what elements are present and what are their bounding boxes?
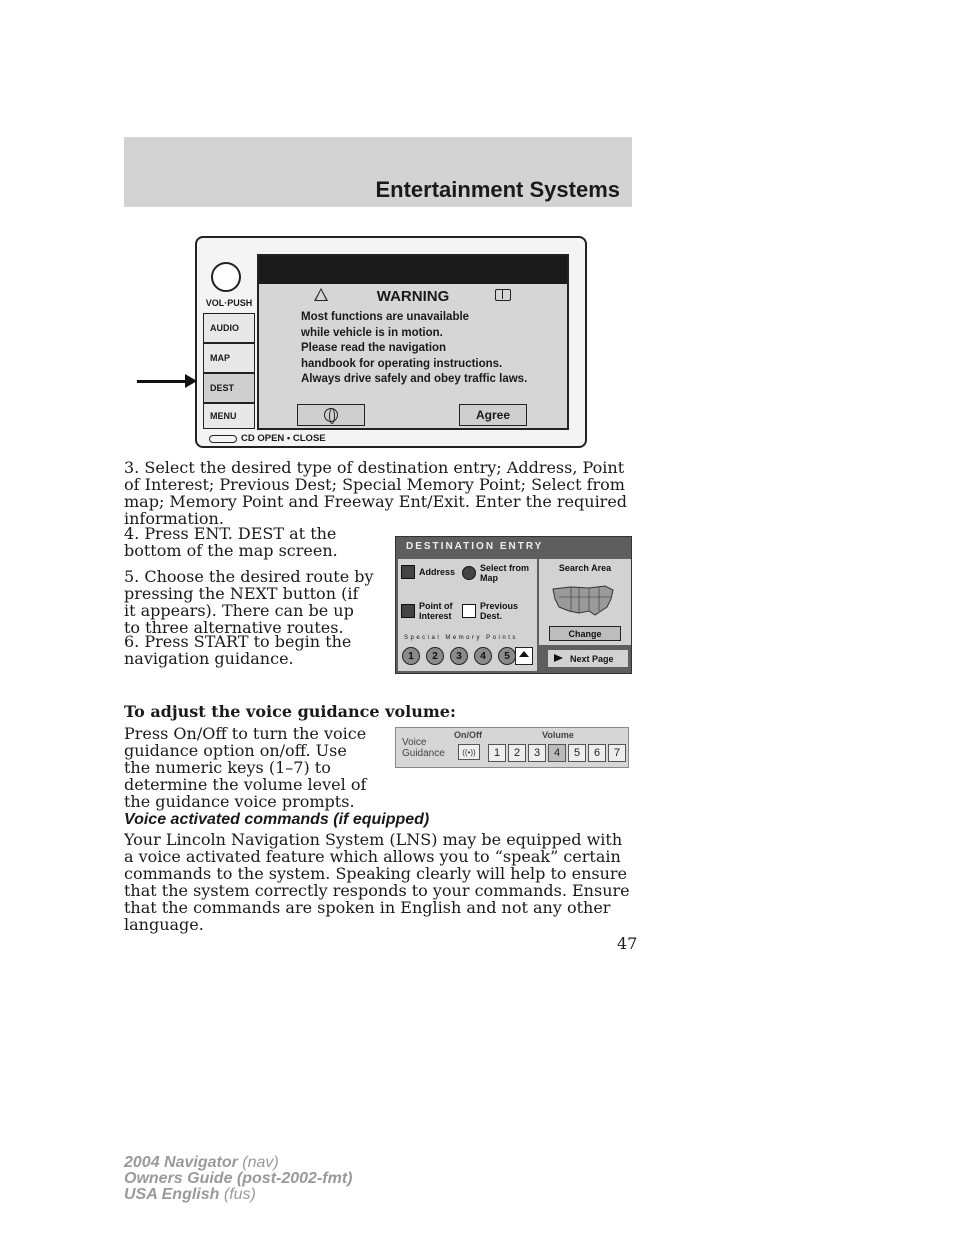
- book-icon: [495, 289, 511, 301]
- label-line: Dest.: [480, 611, 503, 621]
- voice-volume-heading: To adjust the voice guidance volume:: [124, 702, 456, 721]
- change-button[interactable]: Change: [549, 626, 621, 641]
- footer-line-3: [124, 1187, 352, 1203]
- audio-button[interactable]: AUDIO: [203, 313, 255, 343]
- dest-button[interactable]: DEST: [203, 373, 255, 403]
- volume-key-4[interactable]: 4: [548, 744, 566, 762]
- memory-key-4[interactable]: 4: [474, 647, 492, 665]
- search-area-label: Search Area: [558, 563, 612, 573]
- step-5-text: 5. Choose the desired route by pressing the NEXT button (if it appears). There can be up to three alternative routes.: [124, 567, 374, 637]
- previous-dest-label: [480, 601, 518, 621]
- section-title: Entertainment Systems: [375, 177, 620, 202]
- footer-language: USA English: [124, 1186, 220, 1203]
- point-of-interest-button[interactable]: [401, 601, 453, 621]
- memory-key-1[interactable]: 1: [402, 647, 420, 665]
- step-4-text: 4. Press ENT. DEST at the bottom of the map screen.: [124, 524, 338, 560]
- volume-knob[interactable]: [211, 262, 241, 292]
- footer-lang-code: (fus): [223, 1186, 256, 1203]
- map-button[interactable]: MAP: [203, 343, 255, 373]
- memory-keys: [402, 647, 516, 665]
- warning-text: [301, 310, 527, 388]
- agree-button[interactable]: Agree: [459, 404, 527, 426]
- globe-icon: [324, 408, 338, 422]
- label-line: Point of: [419, 601, 453, 611]
- next-page-button[interactable]: Next Page: [548, 650, 628, 667]
- warning-line: Always drive safely and obey traffic laws.: [301, 373, 528, 385]
- memory-key-5[interactable]: 5: [498, 647, 516, 665]
- step-3-text: 3. Select the desired type of destination entry; Address, Point of Interest; Previous Dest; Special Memory Point; Select from map; Memory Point and Freeway Ent/Exit. Enter the required information.: [124, 458, 628, 528]
- search-area-panel: [539, 559, 631, 645]
- vol-push-label: VOL·PUSH: [205, 298, 253, 308]
- warning-line: handbook for operating instructions.: [301, 357, 503, 370]
- list-icon: [462, 604, 476, 618]
- volume-key-2[interactable]: 2: [508, 744, 526, 762]
- volume-key-6[interactable]: 6: [588, 744, 606, 762]
- footer-line-2: [124, 1171, 352, 1187]
- globe-icon: [462, 566, 476, 580]
- cd-slot: [209, 435, 237, 443]
- warning-line: Most functions are unavailable: [301, 311, 470, 323]
- label-line: Guidance: [402, 748, 445, 759]
- label-line: Interest: [419, 611, 452, 621]
- label-line: Select from: [480, 563, 530, 573]
- volume-key-7[interactable]: 7: [608, 744, 626, 762]
- special-memory-label: Special Memory Points: [404, 635, 518, 641]
- volume-key-3[interactable]: 3: [528, 744, 546, 762]
- volume-key-5[interactable]: 5: [568, 744, 586, 762]
- footer-code: (nav): [242, 1154, 279, 1171]
- page-number: 47: [617, 934, 638, 953]
- warning-line: while vehicle is in motion.: [301, 326, 443, 339]
- memory-key-3[interactable]: 3: [450, 647, 468, 665]
- label-line: Map: [480, 573, 498, 583]
- language-button[interactable]: [297, 404, 365, 426]
- document-footer: [124, 1155, 352, 1203]
- nav-unit-illustration: [195, 236, 587, 448]
- volume-keys: [488, 744, 626, 762]
- step-6-text: 6. Press START to begin the navigation guidance.: [124, 632, 352, 668]
- footer-line-1: [124, 1155, 352, 1171]
- menu-button[interactable]: MENU: [203, 403, 255, 429]
- address-button[interactable]: [401, 565, 455, 579]
- dest-options-panel: [398, 559, 537, 671]
- destination-entry-screen: [395, 536, 632, 674]
- footer-model: 2004 Navigator: [124, 1154, 238, 1171]
- pointer-arrow-icon: [137, 380, 193, 383]
- volume-key-1[interactable]: 1: [488, 744, 506, 762]
- address-label: Address: [419, 567, 456, 577]
- voice-commands-heading: Voice activated commands (if equipped): [124, 811, 430, 828]
- cd-label: CD OPEN • CLOSE: [241, 433, 326, 444]
- header-band: [124, 137, 632, 207]
- warning-title: WARNING: [376, 288, 450, 305]
- select-map-label: [480, 563, 529, 583]
- volume-heading: Volume: [542, 730, 574, 740]
- us-map-icon: [549, 581, 619, 619]
- memory-key-2[interactable]: 2: [426, 647, 444, 665]
- previous-dest-button[interactable]: [462, 601, 518, 621]
- voice-guidance-panel: [395, 727, 629, 768]
- warning-screen: [257, 254, 569, 430]
- dest-screen-title: DESTINATION ENTRY: [406, 541, 544, 552]
- voice-volume-text: Press On/Off to turn the voice guidance option on/off. Use the numeric keys (1–7) to determine the volume level of the guidance voice prompts.: [124, 724, 367, 811]
- onoff-heading: On/Off: [454, 730, 482, 740]
- footer-guide: Owners Guide (post-2002-fmt): [124, 1170, 353, 1187]
- voice-onoff-button[interactable]: ((•)): [458, 744, 480, 760]
- voice-guidance-label: [402, 737, 445, 759]
- poi-label: [419, 601, 453, 621]
- label-line: Voice: [402, 737, 427, 748]
- address-icon: [401, 565, 415, 579]
- poi-icon: [401, 604, 415, 618]
- voice-commands-text: Your Lincoln Navigation System (LNS) may be equipped with a voice activated feature which allows you to “speak” certain commands to the system. Speaking clearly will help to ensure that the system correctly responds to your commands. Ensure that the commands are spoken in English and not any other language.: [124, 830, 630, 934]
- select-from-map-button[interactable]: [462, 563, 529, 583]
- warning-line: Please read the navigation: [301, 342, 447, 354]
- home-icon[interactable]: [515, 647, 533, 665]
- screen-top-bar: [259, 256, 567, 284]
- label-line: Previous: [480, 601, 519, 611]
